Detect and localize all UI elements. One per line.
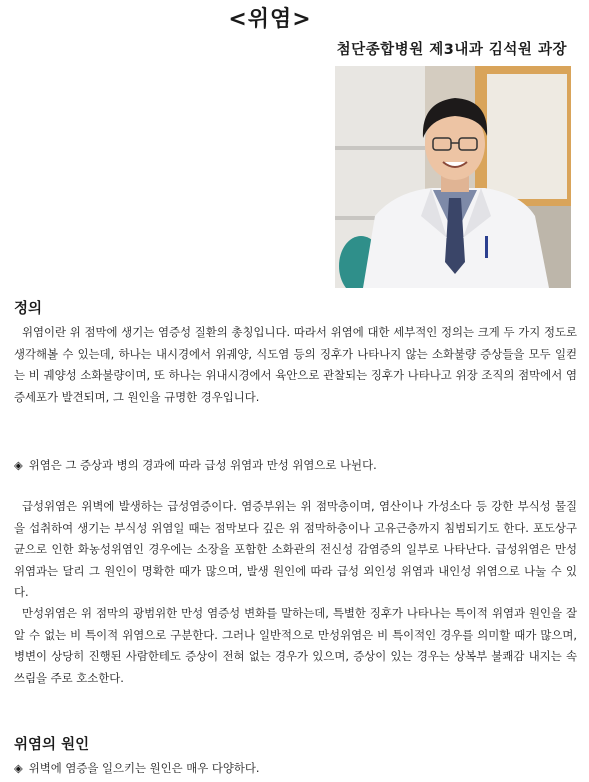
acute-gastritis-paragraph: 급성위염은 위벽에 발생하는 급성염증이다. 염증부위는 위 점막층이며, 염산이나 가성소다 등 강한 부식성 물질을 섭취하여 생기는 부식성 위염일 때는 점막보다 깊은 위 점막하층이나 고유근층까지 침범되기도 한다. 포도상구균으로 인한 화농성위염인 경우에는 소장을 포함한 소화관의 전신성 감염증의 일부로 나타난다. 급성위염은 만성위염과는 달리 그 원인이 명확한 때가 많으며, 발생 원인에 따라 급성 외인성 위염과 내인성 위염으로 나눌 수 있다. (14, 499, 578, 599)
section-heading-cause: 위염의 원인 (14, 737, 90, 753)
cause-text: 위벽에 염증을 일으키는 원인은 매우 다양하다. (28, 761, 260, 775)
doctor-photo (335, 66, 571, 288)
author-byline: 첨단종합병원 제3내과 김석원 과장 (336, 42, 567, 58)
classification-text: 위염은 그 증상과 병의 경과에 따라 급성 위염과 만성 위염으로 나뉜다. (28, 458, 377, 472)
classification-bullet (14, 455, 377, 477)
chronic-gastritis-paragraph: 만성위염은 위 점막의 광범위한 만성 염증성 변화를 말하는데, 특별한 징후가 나타나는 특이적 위염과 원인을 잘 알 수 없는 비 특이적 위염으로 구분한다. 그러나 일반적으로 만성위염은 비 특이적인 경우를 의미할 때가 많으며, 병변이 상당히 진행된 사람한테도 증상이 전혀 없는 경우가 있으며, 증상이 있는 경우는 상복부 불쾌감 내지는 속 쓰림을 주로 호소한다. (14, 606, 577, 685)
definition-paragraph: 위염이란 위 점막에 생기는 염증성 질환의 총칭입니다. 따라서 위염에 대한 세부적인 정의는 크게 두 가지 정도로 생각해볼 수 있는데, 하나는 내시경에서 위궤양, 식도염 등의 징후가 나타나지 않는 소화불량 증상들을 모두 일컫는 비 궤양성 소화불량이며, 또 하나는 위내시경에서 육안으로 관찰되는 징후가 나타나고 위장 조직의 점막에서 염증세포가 발견되며, 그 원인을 규명한 경우입니다. (14, 325, 577, 404)
section-heading-definition: 정의 (14, 301, 43, 317)
page-title: <위염> (228, 7, 312, 32)
diamond-bullet-icon: ◈ (14, 458, 23, 472)
cause-bullet (14, 758, 260, 780)
diamond-bullet-icon: ◈ (14, 761, 23, 775)
